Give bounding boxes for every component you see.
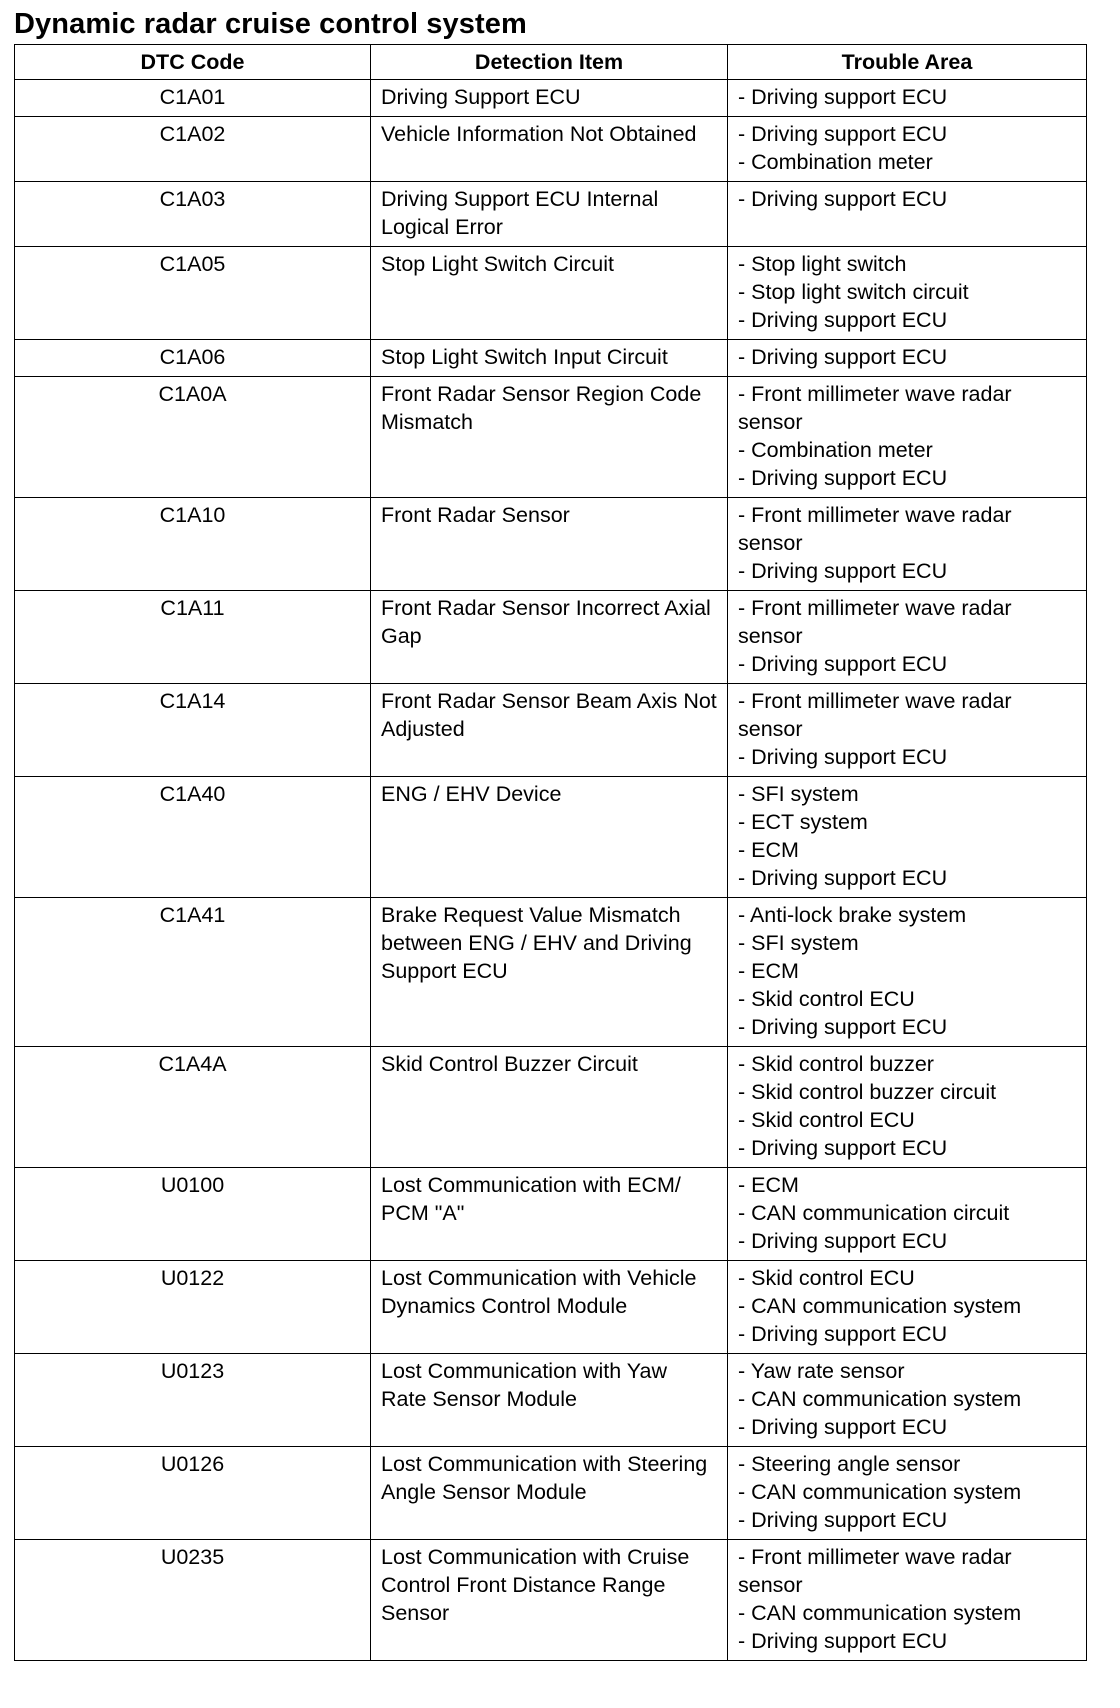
trouble-area-item: - Front millimeter wave radar sensor xyxy=(738,596,1012,648)
trouble-area-item: - Front millimeter wave radar sensor xyxy=(738,382,1012,434)
trouble-area-cell xyxy=(728,182,1087,247)
trouble-area-cell xyxy=(728,777,1087,898)
dtc-code-cell: U0126 xyxy=(15,1447,371,1540)
dtc-code-cell: U0123 xyxy=(15,1354,371,1447)
header-trouble-area: Trouble Area xyxy=(728,45,1087,80)
detection-item-cell: Front Radar Sensor Region Code Mismatch xyxy=(371,377,728,498)
dtc-code-cell: C1A41 xyxy=(15,898,371,1047)
trouble-area-item: - CAN communication system xyxy=(738,1480,1022,1504)
detection-item-cell: Vehicle Information Not Obtained xyxy=(371,117,728,182)
table-row xyxy=(15,247,1087,340)
trouble-area-cell xyxy=(728,591,1087,684)
trouble-area-item: - CAN communication circuit xyxy=(738,1201,1010,1225)
trouble-area-item: - Stop light switch xyxy=(738,252,907,276)
table-row xyxy=(15,117,1087,182)
header-dtc-code: DTC Code xyxy=(15,45,371,80)
dtc-code-cell: U0122 xyxy=(15,1261,371,1354)
table-header-row xyxy=(15,45,1087,80)
trouble-area-item: - Front millimeter wave radar sensor xyxy=(738,689,1012,741)
detection-item-cell: Front Radar Sensor Beam Axis Not Adjusted xyxy=(371,684,728,777)
dtc-code-cell: C1A05 xyxy=(15,247,371,340)
trouble-area-item: - Driving support ECU xyxy=(738,652,948,676)
trouble-area-item: - CAN communication system xyxy=(738,1601,1022,1625)
detection-item-cell: Brake Request Value Mismatch between ENG / EHV and Driving Support ECU xyxy=(371,898,728,1047)
detection-item-cell: Lost Communication with Yaw Rate Sensor Module xyxy=(371,1354,728,1447)
detection-item-cell: Lost Communication with Steering Angle Sensor Module xyxy=(371,1447,728,1540)
table-row xyxy=(15,1540,1087,1661)
table-row xyxy=(15,1168,1087,1261)
detection-item-cell: Lost Communication with Cruise Control Front Distance Range Sensor xyxy=(371,1540,728,1661)
trouble-area-item: - Driving support ECU xyxy=(738,1629,948,1653)
page-title: Dynamic radar cruise control system xyxy=(14,8,527,40)
trouble-area-item: - Driving support ECU xyxy=(738,1015,948,1039)
table-row xyxy=(15,1261,1087,1354)
dtc-code-cell: C1A11 xyxy=(15,591,371,684)
trouble-area-item: - ECT system xyxy=(738,810,868,834)
trouble-area-item: - Combination meter xyxy=(738,438,933,462)
dtc-code-cell: C1A01 xyxy=(15,80,371,117)
detection-item-cell: Skid Control Buzzer Circuit xyxy=(371,1047,728,1168)
trouble-area-item: - Driving support ECU xyxy=(738,1415,948,1439)
dtc-table xyxy=(14,44,1087,1661)
trouble-area-item: - CAN communication system xyxy=(738,1294,1022,1318)
table-row xyxy=(15,182,1087,247)
trouble-area-item: - Front millimeter wave radar sensor xyxy=(738,1545,1012,1597)
table-row xyxy=(15,591,1087,684)
table-row xyxy=(15,498,1087,591)
table-row xyxy=(15,684,1087,777)
detection-item-cell: Stop Light Switch Input Circuit xyxy=(371,340,728,377)
trouble-area-item: - Yaw rate sensor xyxy=(738,1359,905,1383)
trouble-area-item: - Combination meter xyxy=(738,150,933,174)
dtc-code-cell: C1A14 xyxy=(15,684,371,777)
detection-item-cell: Front Radar Sensor xyxy=(371,498,728,591)
dtc-code-cell: C1A03 xyxy=(15,182,371,247)
dtc-code-cell: C1A40 xyxy=(15,777,371,898)
trouble-area-cell xyxy=(728,1261,1087,1354)
trouble-area-item: - ECM xyxy=(738,1173,799,1197)
detection-item-cell: Lost Communication with ECM/ PCM "A" xyxy=(371,1168,728,1261)
trouble-area-cell xyxy=(728,247,1087,340)
detection-item-cell: Driving Support ECU Internal Logical Error xyxy=(371,182,728,247)
table-body xyxy=(15,80,1087,1661)
trouble-area-cell xyxy=(728,80,1087,117)
trouble-area-item: - SFI system xyxy=(738,782,859,806)
table-row xyxy=(15,898,1087,1047)
trouble-area-cell xyxy=(728,340,1087,377)
trouble-area-item: - Driving support ECU xyxy=(738,466,948,490)
trouble-area-cell xyxy=(728,684,1087,777)
table-row xyxy=(15,80,1087,117)
trouble-area-item: - Driving support ECU xyxy=(738,122,948,146)
trouble-area-item: - Driving support ECU xyxy=(738,308,948,332)
trouble-area-item: - SFI system xyxy=(738,931,859,955)
dtc-code-cell: C1A10 xyxy=(15,498,371,591)
trouble-area-item: - Steering angle sensor xyxy=(738,1452,961,1476)
trouble-area-cell xyxy=(728,1447,1087,1540)
table-row xyxy=(15,1047,1087,1168)
detection-item-cell: Driving Support ECU xyxy=(371,80,728,117)
table-row xyxy=(15,1447,1087,1540)
trouble-area-item: - Skid control ECU xyxy=(738,987,915,1011)
table-row xyxy=(15,1354,1087,1447)
trouble-area-item: - Stop light switch circuit xyxy=(738,280,969,304)
detection-item-cell: Lost Communication with Vehicle Dynamics Control Module xyxy=(371,1261,728,1354)
trouble-area-cell xyxy=(728,898,1087,1047)
detection-item-cell: ENG / EHV Device xyxy=(371,777,728,898)
trouble-area-item: - Driving support ECU xyxy=(738,1322,948,1346)
trouble-area-item: - CAN communication system xyxy=(738,1387,1022,1411)
detection-item-cell: Front Radar Sensor Incorrect Axial Gap xyxy=(371,591,728,684)
trouble-area-item: - Driving support ECU xyxy=(738,866,948,890)
trouble-area-item: - ECM xyxy=(738,959,799,983)
trouble-area-item: - Skid control buzzer circuit xyxy=(738,1080,997,1104)
dtc-code-cell: C1A4A xyxy=(15,1047,371,1168)
detection-item-cell: Stop Light Switch Circuit xyxy=(371,247,728,340)
trouble-area-item: - Skid control buzzer xyxy=(738,1052,934,1076)
dtc-code-cell: U0235 xyxy=(15,1540,371,1661)
trouble-area-cell xyxy=(728,498,1087,591)
trouble-area-cell xyxy=(728,377,1087,498)
header-detection-item: Detection Item xyxy=(371,45,728,80)
trouble-area-item: - Front millimeter wave radar sensor xyxy=(738,503,1012,555)
dtc-code-cell: C1A02 xyxy=(15,117,371,182)
trouble-area-item: - Driving support ECU xyxy=(738,1136,948,1160)
trouble-area-item: - Driving support ECU xyxy=(738,345,948,369)
trouble-area-cell xyxy=(728,1047,1087,1168)
dtc-code-cell: C1A06 xyxy=(15,340,371,377)
trouble-area-item: - Driving support ECU xyxy=(738,1229,948,1253)
trouble-area-cell xyxy=(728,1168,1087,1261)
trouble-area-cell xyxy=(728,117,1087,182)
table-row xyxy=(15,777,1087,898)
trouble-area-cell xyxy=(728,1540,1087,1661)
dtc-code-cell: U0100 xyxy=(15,1168,371,1261)
trouble-area-item: - ECM xyxy=(738,838,799,862)
trouble-area-item: - Driving support ECU xyxy=(738,1508,948,1532)
trouble-area-item: - Driving support ECU xyxy=(738,187,948,211)
trouble-area-item: - Driving support ECU xyxy=(738,85,948,109)
trouble-area-item: - Anti-lock brake system xyxy=(738,903,967,927)
trouble-area-item: - Skid control ECU xyxy=(738,1108,915,1132)
trouble-area-cell xyxy=(728,1354,1087,1447)
trouble-area-item: - Driving support ECU xyxy=(738,745,948,769)
dtc-code-cell: C1A0A xyxy=(15,377,371,498)
trouble-area-item: - Driving support ECU xyxy=(738,559,948,583)
table-row xyxy=(15,340,1087,377)
trouble-area-item: - Skid control ECU xyxy=(738,1266,915,1290)
table-row xyxy=(15,377,1087,498)
